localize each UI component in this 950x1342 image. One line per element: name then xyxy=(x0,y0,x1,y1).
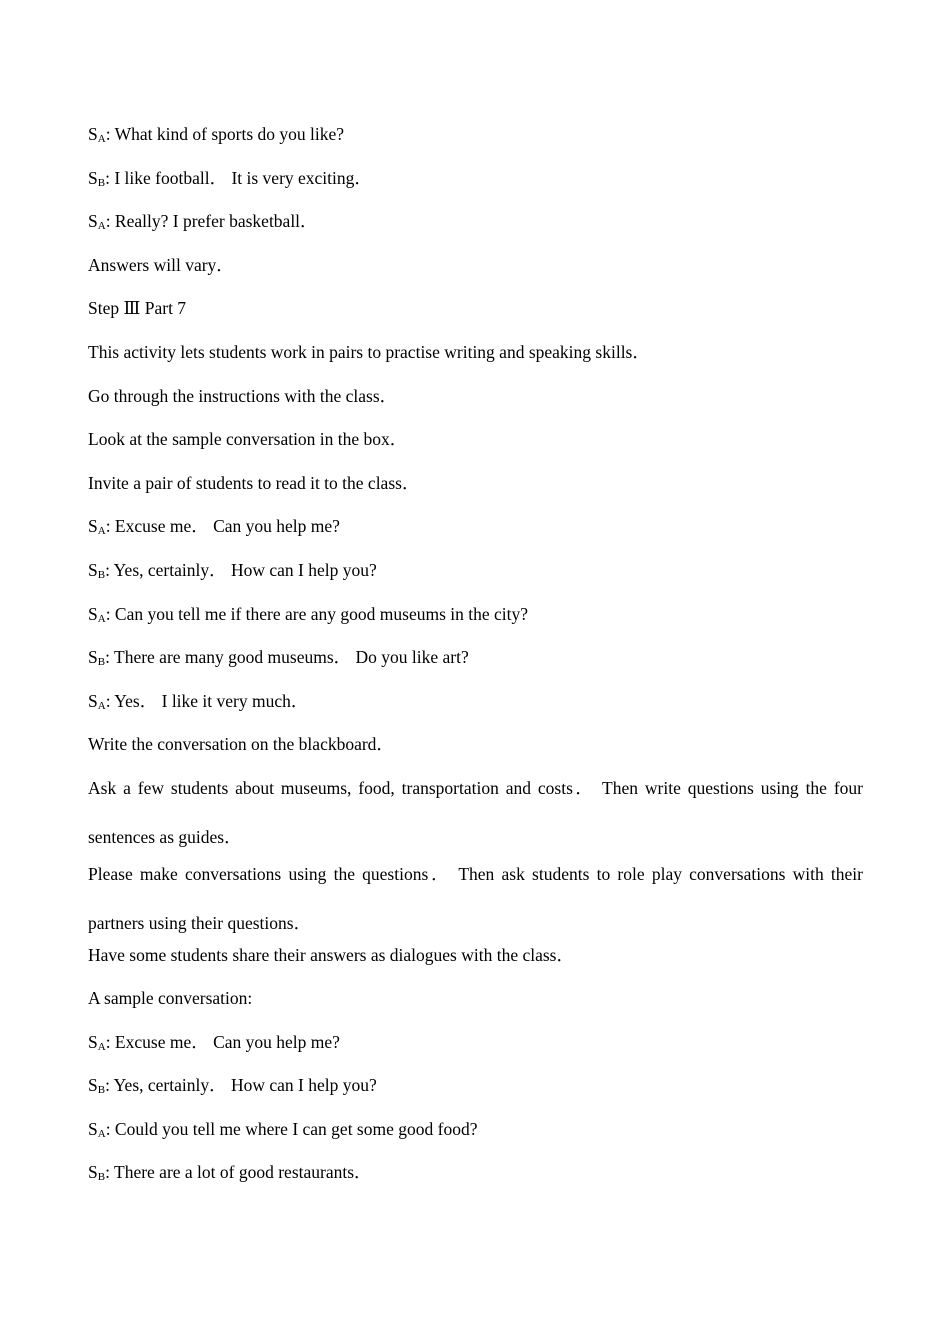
dialogue-text: : Could you tell me where I can get some good food? xyxy=(105,1118,478,1139)
document-page xyxy=(88,122,863,1204)
dialogue-line xyxy=(88,689,863,714)
text-line: This activity lets students work in pairs to practise writing and speaking skills． xyxy=(88,341,650,362)
dialogue-line xyxy=(88,1160,863,1185)
dialogue-text: : There are many good museums． Do you like art? xyxy=(105,647,469,668)
dialogue-line xyxy=(88,122,863,147)
speaker-label: S xyxy=(88,647,98,668)
text-line: A sample conversation: xyxy=(88,988,253,1009)
dialogue-text: : Can you tell me if there are any good museums in the city? xyxy=(105,603,529,624)
dialogue-line xyxy=(88,1117,863,1142)
text-line: Invite a pair of students to read it to the class． xyxy=(88,472,420,493)
dialogue-line xyxy=(88,558,863,583)
speaker-label: S xyxy=(88,211,98,232)
dialogue-text: : Really? I prefer basketball． xyxy=(105,211,318,232)
speaker-label: S xyxy=(88,559,98,580)
speaker-label: S xyxy=(88,124,98,144)
dialogue-line xyxy=(88,1030,863,1055)
speaker-subscript: A xyxy=(97,1040,106,1053)
speaker-subscript: A xyxy=(97,612,106,625)
dialogue-line xyxy=(88,209,863,234)
dialogue-text: : Excuse me． Can you help me? xyxy=(105,1031,340,1052)
speaker-label: S xyxy=(88,167,98,188)
dialogue-text: : Yes, certainly． How can I help you? xyxy=(105,1075,377,1096)
speaker-subscript: A xyxy=(97,133,106,145)
text-line: Write the conversation on the blackboard． xyxy=(88,734,394,755)
speaker-label: S xyxy=(88,1118,98,1139)
dialogue-line xyxy=(88,602,863,627)
speaker-subscript: B xyxy=(97,176,106,189)
dialogue-line xyxy=(88,514,863,539)
speaker-subscript: A xyxy=(97,699,106,712)
speaker-subscript: A xyxy=(97,220,106,233)
dialogue-text: : What kind of sports do you like? xyxy=(105,124,345,144)
speaker-label: S xyxy=(88,1162,98,1183)
dialogue-line xyxy=(88,1073,863,1098)
dialogue-text: : Yes． I like it very much． xyxy=(105,690,309,711)
text-line: Go through the instructions with the class． xyxy=(88,385,398,406)
speaker-subscript: A xyxy=(97,525,106,538)
speaker-subscript: B xyxy=(97,656,106,669)
speaker-label: S xyxy=(88,516,98,537)
speaker-subscript: B xyxy=(97,568,106,581)
step-heading: Step Ⅲ Part 7 xyxy=(88,298,187,319)
dialogue-text: : I like football． It is very exciting． xyxy=(105,167,372,188)
dialogue-line xyxy=(88,645,863,670)
dialogue-line xyxy=(88,166,863,191)
dialogue-text: : Excuse me． Can you help me? xyxy=(105,516,340,537)
text-line: Look at the sample conversation in the box． xyxy=(88,429,408,450)
speaker-subscript: A xyxy=(97,1127,106,1140)
speaker-label: S xyxy=(88,690,98,711)
speaker-subscript: B xyxy=(97,1171,106,1184)
dialogue-text: : Yes, certainly． How can I help you? xyxy=(105,559,377,580)
text-line: Have some students share their answers as dialogues with the class． xyxy=(88,944,574,965)
dialogue-text: : There are a lot of good restaurants． xyxy=(105,1162,372,1183)
text-paragraph: Please make conversations using the questions． Then ask students to role play conversations with their partners using their questions． xyxy=(88,863,863,933)
speaker-label: S xyxy=(88,1031,98,1052)
speaker-label: S xyxy=(88,603,98,624)
speaker-label: S xyxy=(88,1075,98,1096)
text-line: Answers will vary． xyxy=(88,254,234,275)
text-paragraph: Ask a few students about museums, food, transportation and costs． Then write questions using the four sentences as guides． xyxy=(88,777,863,847)
speaker-subscript: B xyxy=(97,1084,106,1097)
